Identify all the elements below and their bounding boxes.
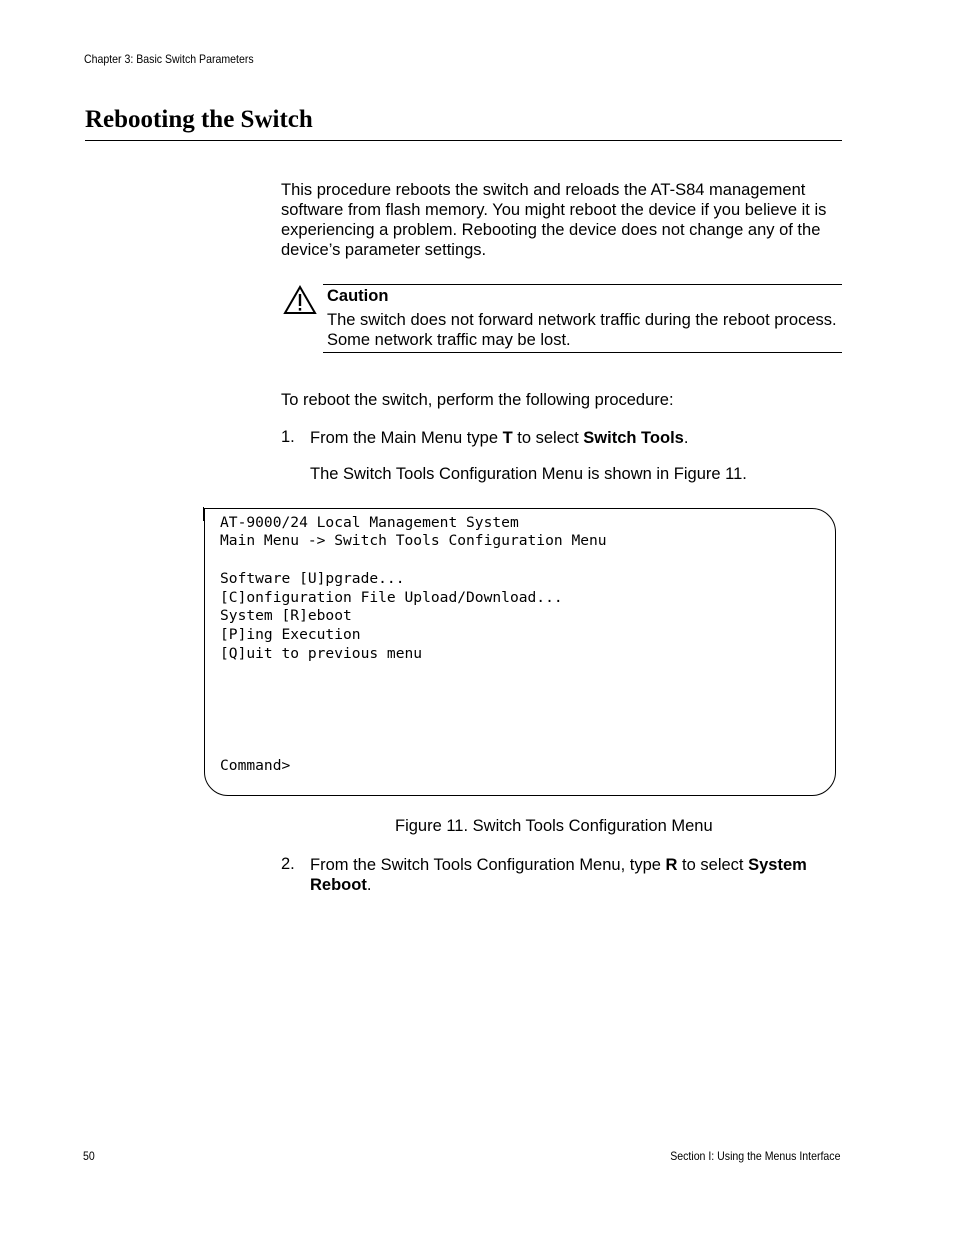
screen-line: Software [U]pgrade... (220, 570, 405, 587)
running-header: Chapter 3: Basic Switch Parameters (84, 52, 254, 66)
caution-rule-top (323, 284, 842, 285)
screen-line: Main Menu -> Switch Tools Configuration Menu (220, 532, 607, 549)
procedure-lead: To reboot the switch, perform the following procedure: (281, 391, 674, 409)
caution-title: Caution (327, 287, 389, 305)
page-number: 50 (83, 1149, 95, 1163)
caution-rule-bottom (323, 352, 842, 353)
step-note: The Switch Tools Configuration Menu is shown in Figure 11. (310, 465, 747, 483)
screen-line: [C]onfiguration File Upload/Download... (220, 589, 563, 606)
step-number: 2. (281, 855, 295, 873)
step-text: From the Main Menu type T to select Switch Tools. (310, 429, 689, 447)
warning-triangle-icon (283, 285, 317, 315)
screen-line: [Q]uit to previous menu (220, 645, 423, 662)
section-title: Rebooting the Switch (85, 106, 313, 133)
screen-prompt: Command> (220, 757, 291, 774)
step-text: From the Switch Tools Configuration Menu, type R to select System Reboot. (310, 856, 807, 894)
title-rule (85, 140, 842, 141)
caution-text: The switch does not forward network traffic during the reboot process. Some network traffic may be lost. (327, 311, 837, 349)
screen-line: [P]ing Execution (220, 626, 361, 643)
figure-caption: Figure 11. Switch Tools Configuration Menu (395, 817, 713, 835)
footer-section: Section I: Using the Menus Interface (669, 1149, 840, 1163)
intro-paragraph: This procedure reboots the switch and reloads the AT-S84 management software from flash memory. You might reboot the device if you believe it is experiencing a problem. Rebooting the device does not change any of the device’s parameter settings. (281, 181, 827, 259)
screen-line: AT-9000/24 Local Management System (220, 514, 519, 531)
screen-line: System [R]eboot (220, 607, 352, 624)
step-number: 1. (281, 428, 295, 446)
